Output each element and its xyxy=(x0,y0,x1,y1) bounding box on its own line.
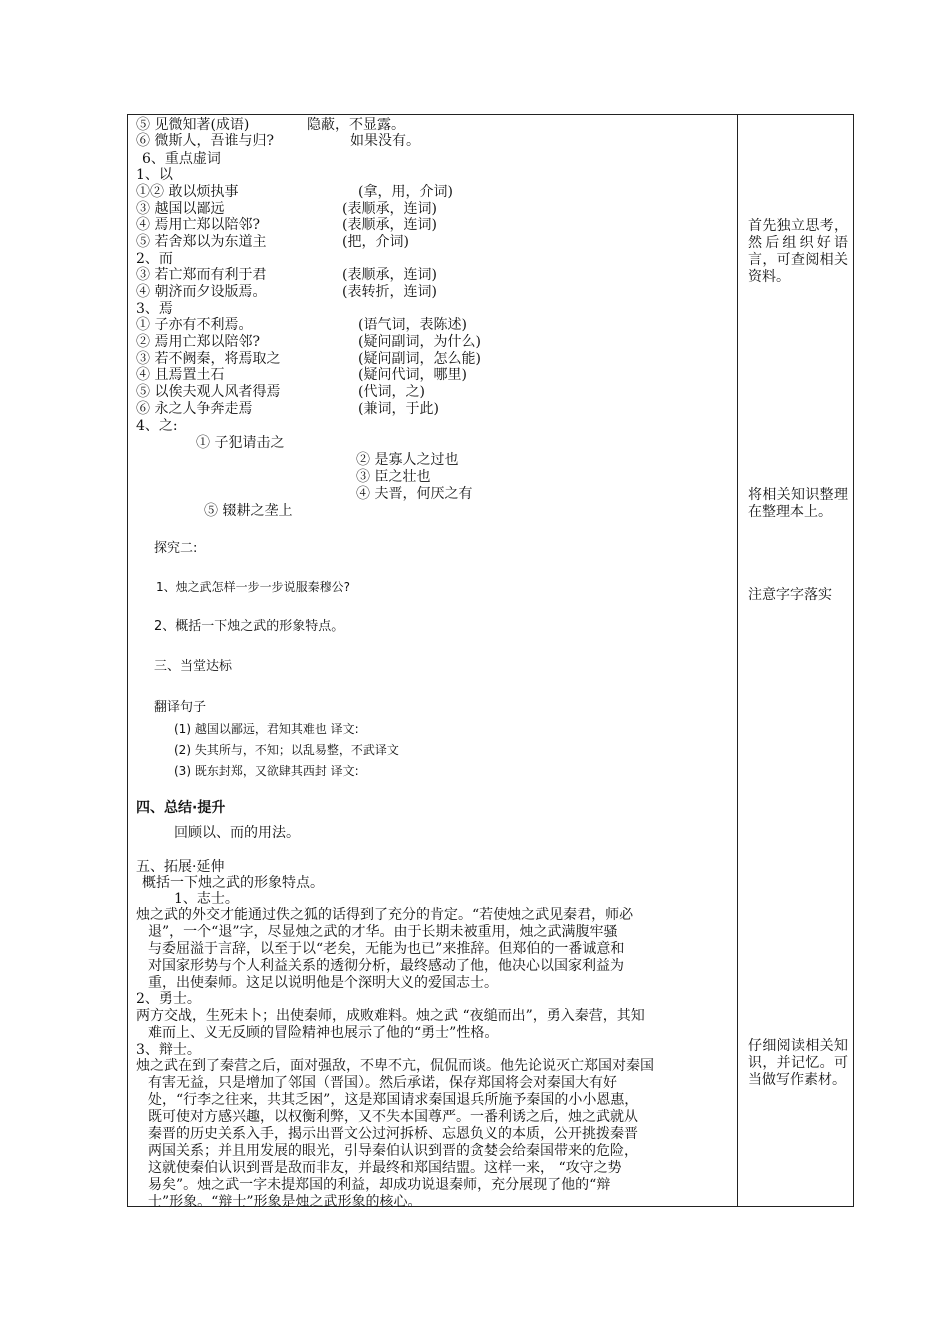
paragraph-line: 既可使对方感兴趣，以权衡利弊，又不失本国尊严。一番利诱之后，烛之武就从 xyxy=(148,1109,638,1125)
yan-item: ② 焉用亡郑以陪邻? xyxy=(136,334,260,350)
side-note: 注意字字落实 xyxy=(748,587,832,603)
yan-note: (兼词，于此) xyxy=(358,401,439,417)
paragraph-line: 两国关系；并且用发展的眼光，引导秦伯认识到晋的贪婪会给秦国带来的危险， xyxy=(148,1143,638,1159)
zhi-item: ① 子犯请击之 xyxy=(196,435,285,451)
side-note: 将相关知识整理在整理本上。 xyxy=(748,487,848,520)
yan-item: ① 子亦有不利焉。 xyxy=(136,317,253,333)
list-item-meaning: 如果没有。 xyxy=(350,133,420,149)
zhi-item: ③ 臣之壮也 xyxy=(356,469,431,485)
paragraph-line: 与委屈溢于言辞，以至于以“老矣，无能为也已”来推辞。但郑伯的一番诚意和 xyxy=(148,941,625,957)
er-item: ④ 朝济而夕设版焉。 xyxy=(136,284,267,300)
er-heading: 2、而 xyxy=(136,251,173,267)
zhi-item: ⑤ 辍耕之垄上 xyxy=(204,503,293,519)
zhi-item: ④ 夫晋，何厌之有 xyxy=(356,486,473,502)
trait-heading: 2、勇士。 xyxy=(136,991,201,1007)
trait-heading: 3、辩士。 xyxy=(136,1042,201,1058)
side-note: 首先独立思考，然后组织好语言，可查阅相关资料。 xyxy=(748,218,848,285)
paragraph-line: 对国家形势与个人利益关系的透彻分析，最终感动了他，他决心以国家利益为 xyxy=(148,958,624,974)
section4-heading: 四、总结·提升 xyxy=(136,800,226,816)
paragraph-line: 处，“行李之往来，共其乏困”，这是郑国请求秦国退兵所施予秦国的小小恩惠， xyxy=(148,1092,639,1108)
paragraph-line: 烛之武在到了秦营之后，面对强敌，不卑不亢，侃侃而谈。他先论说灭亡郑国对秦国 xyxy=(136,1058,654,1074)
xuci-heading: 6、重点虚词 xyxy=(142,151,221,167)
yi-note: (表顺承，连词) xyxy=(342,201,437,217)
explore-question: 2、概括一下烛之武的形象特点。 xyxy=(154,619,345,634)
zhi-heading: 4、之: xyxy=(136,418,178,434)
list-item: ⑥ 微斯人，吾谁与归? xyxy=(136,133,274,149)
explore-question: 1、烛之武怎样一步一步说服秦穆公? xyxy=(156,580,351,594)
side-note: 仔细阅读相关知识，并记忆。可当做写作素材。 xyxy=(748,1038,848,1088)
side-notes-column xyxy=(738,115,854,1206)
paragraph-line: 烛之武的外交才能通过佚之狐的话得到了充分的肯定。“若使烛之武见秦君，师必 xyxy=(136,907,634,923)
list-item: ⑤ 见微知著(成语) xyxy=(136,117,250,133)
yi-note: (拿，用，介词) xyxy=(358,184,453,200)
paragraph-line: 有害无益，只是增加了邻国（晋国）。然后承诺，保存郑国将会对秦国大有好 xyxy=(148,1075,617,1091)
translate-item: (2) 失其所与，不知；以乱易整，不武译文 xyxy=(174,743,399,757)
list-item-meaning: 隐蔽，不显露。 xyxy=(307,117,405,133)
section5-intro: 概括一下烛之武的形象特点。 xyxy=(142,875,324,891)
paragraph-line: 退”，一个“退”字，尽显烛之武的才华。由于长期未被重用，烛之武满腹牢骚 xyxy=(148,924,618,940)
yan-note: (疑问副词，怎么能) xyxy=(358,351,481,367)
lesson-table xyxy=(127,114,854,1210)
paragraph-line: 这就使秦伯认识到晋是敌而非友，并最终和郑国结盟。这样一来， “攻守之势 xyxy=(148,1160,622,1176)
translate-item: (1) 越国以鄙远，君知其难也 译文: xyxy=(174,722,359,736)
yi-item: ①② 敢以烦执事 xyxy=(136,184,239,200)
yi-item: ④ 焉用亡郑以陪邻? xyxy=(136,217,260,233)
yan-item: ⑥ 永之人争奔走焉 xyxy=(136,401,253,417)
paragraph-line: 士”形象。“辩士”形象是烛之武形象的核心。 xyxy=(148,1194,422,1210)
er-item: ③ 若亡郑而有利于君 xyxy=(136,267,267,283)
paragraph-line: 重，出使秦师。这足以说明他是个深明大义的爱国志士。 xyxy=(148,975,498,991)
yan-note: (疑问代词，哪里) xyxy=(358,367,467,383)
translate-item: (3) 既东封郑，又欲肆其西封 译文: xyxy=(174,764,359,778)
explore-heading: 探究二: xyxy=(154,541,198,556)
yan-item: ④ 且焉置土石 xyxy=(136,367,225,383)
translate-heading: 翻译句子 xyxy=(154,700,207,715)
paragraph-line: 易矣”。烛之武一字未提郑国的利益，却成功说退秦师，充分展现了他的“辩 xyxy=(148,1177,611,1193)
trait-heading: 1、志士。 xyxy=(174,891,239,907)
main-column xyxy=(128,115,737,1210)
yi-item: ⑤ 若舍郑以为东道主 xyxy=(136,234,267,250)
yan-note: (疑问副词，为什么) xyxy=(358,334,481,350)
paragraph-line: 秦晋的历史关系入手，揭示出晋文公过河拆桥、忘恩负义的本质，公开挑拨秦晋 xyxy=(148,1126,638,1142)
yi-heading: 1、以 xyxy=(136,167,173,183)
section4-text: 回顾以、而的用法。 xyxy=(174,825,300,841)
yan-item: ③ 若不阙秦，将焉取之 xyxy=(136,351,281,367)
yan-note: (代词，之) xyxy=(358,384,425,400)
yan-item: ⑤ 以俟夫观人风者得焉 xyxy=(136,384,281,400)
section3-heading: 三、当堂达标 xyxy=(154,659,233,674)
paragraph-line: 难而上、义无反顾的冒险精神也展示了他的“勇士”性格。 xyxy=(148,1025,499,1041)
yi-note: (表顺承，连词) xyxy=(342,217,437,233)
zhi-item: ② 是寡人之过也 xyxy=(356,452,459,468)
yan-note: (语气词，表陈述) xyxy=(358,317,467,333)
section5-heading: 五、拓展·延伸 xyxy=(136,859,225,875)
yan-heading: 3、焉 xyxy=(136,301,173,317)
yi-item: ③ 越国以鄙远 xyxy=(136,201,225,217)
paragraph-line: 两方交战，生死未卜；出使秦师，成败难料。烛之武 “夜缒而出”，勇入秦营，其知 xyxy=(136,1008,645,1024)
er-note: (表顺承，连词) xyxy=(342,267,437,283)
yi-note: (把，介词) xyxy=(342,234,409,250)
er-note: (表转折，连词) xyxy=(342,284,437,300)
